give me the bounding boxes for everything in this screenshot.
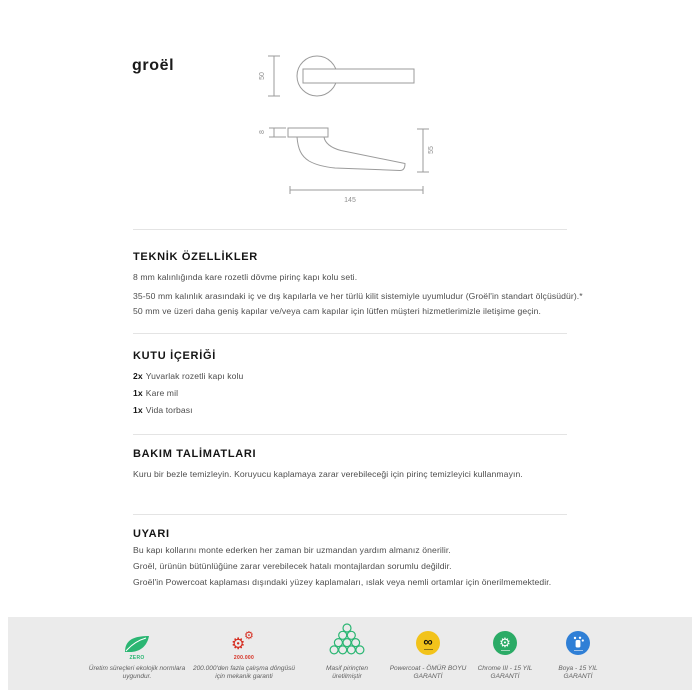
dim-handle-length-label: 145 bbox=[344, 197, 356, 204]
badge-caption: Powercoat - ÖMÜR BOYU GARANTİ bbox=[389, 665, 467, 680]
box-item-label: Kare mil bbox=[145, 388, 179, 398]
dim-handle-height-label: 55 bbox=[428, 146, 435, 154]
section-divider bbox=[133, 333, 567, 334]
paint-spray-icon bbox=[566, 629, 590, 655]
cycles-label: 200.000 bbox=[233, 655, 255, 661]
badge-caption: Masif pirinçten üretilmiştir bbox=[326, 665, 368, 680]
box-item bbox=[133, 371, 243, 381]
box-contents-title: KUTU İÇERİĞİ bbox=[133, 350, 216, 362]
eco-zero-label: ZERO bbox=[129, 655, 145, 661]
badge-paint-warranty bbox=[518, 629, 638, 681]
badge-caption: Chrome III - 15 YIL GARANTİ bbox=[477, 665, 533, 680]
warning-line: Groël, ürünün bütünlüğüne zarar verebilecek hatalı montajlardan sorumlu değildir. bbox=[133, 561, 452, 571]
section-divider bbox=[133, 229, 567, 230]
mechanical-gears-icon: ⚙ ⚙ bbox=[231, 630, 254, 653]
warning-line: Groël'in Powercoat kaplaması dışındaki yüzey kaplamaları, ıslak veya nemli ortamlar için önerilmemektedir. bbox=[133, 577, 552, 587]
brand-logo: groël bbox=[132, 57, 175, 74]
care-instructions-title: BAKIM TALİMATLARI bbox=[133, 448, 257, 460]
warning-title: UYARI bbox=[133, 528, 170, 540]
technical-specs-p1: 8 mm kalınlığında kare rozetli dövme pirinç kapı kolu seti. bbox=[133, 272, 358, 282]
badge-caption: Üretim süreçleri ekolojik normlara uygundur. bbox=[88, 665, 186, 680]
badge-caption: 200.000'den fazla çalışma döngüsü için mekanik garanti bbox=[192, 665, 296, 680]
box-item bbox=[133, 388, 178, 398]
warning-line: Bu kapı kollarını monte ederken her zaman bir uzmandan yardım almanız önerilir. bbox=[133, 545, 451, 555]
box-item-qty: 2x bbox=[133, 371, 143, 381]
dim-rosette-diameter-label: 50 bbox=[259, 72, 266, 80]
technical-specs-p2-line1: 35-50 mm kalınlık arasındaki iç ve dış kapılarla ve her türlü kilit sistemiyle uyumludur (Groël'in standart ölçüsüdür).* bbox=[133, 291, 583, 301]
badge-caption: Boya - 15 YIL GARANTİ bbox=[558, 665, 598, 680]
brass-pyramid-icon bbox=[329, 629, 365, 655]
technical-specs-p2-line2: 50 mm ve üzeri daha geniş kapılar ve/veya cam kapılar için lütfen müşteri hizmetlerimizle iletişime geçin. bbox=[133, 306, 541, 316]
chrome-seal-icon: ⚙ bbox=[493, 629, 517, 655]
certification-footer bbox=[8, 617, 692, 690]
box-item-qty: 1x bbox=[133, 388, 143, 398]
badge-eco bbox=[77, 629, 197, 681]
eco-leaf-icon bbox=[122, 629, 152, 655]
box-item bbox=[133, 405, 193, 415]
box-item-label: Vida torbası bbox=[145, 405, 193, 415]
section-divider bbox=[133, 434, 567, 435]
section-divider bbox=[133, 514, 567, 515]
care-instructions-p1: Kuru bir bezle temizleyin. Koruyucu kaplamaya zarar verebileceği için pirinç temizleyici kullanmayın. bbox=[133, 469, 523, 479]
technical-specs-title: TEKNİK ÖZELLİKLER bbox=[133, 251, 258, 263]
badge-mechanical-warranty bbox=[184, 629, 304, 681]
handle-side-view bbox=[269, 128, 429, 194]
dim-rosette-thickness-label: 8 bbox=[259, 130, 266, 134]
handle-technical-drawing bbox=[253, 42, 453, 212]
box-item-label: Yuvarlak rozetli kapı kolu bbox=[145, 371, 244, 381]
powercoat-infinity-icon: ∞ bbox=[416, 629, 440, 655]
box-item-qty: 1x bbox=[133, 405, 143, 415]
handle-top-view bbox=[268, 56, 414, 96]
